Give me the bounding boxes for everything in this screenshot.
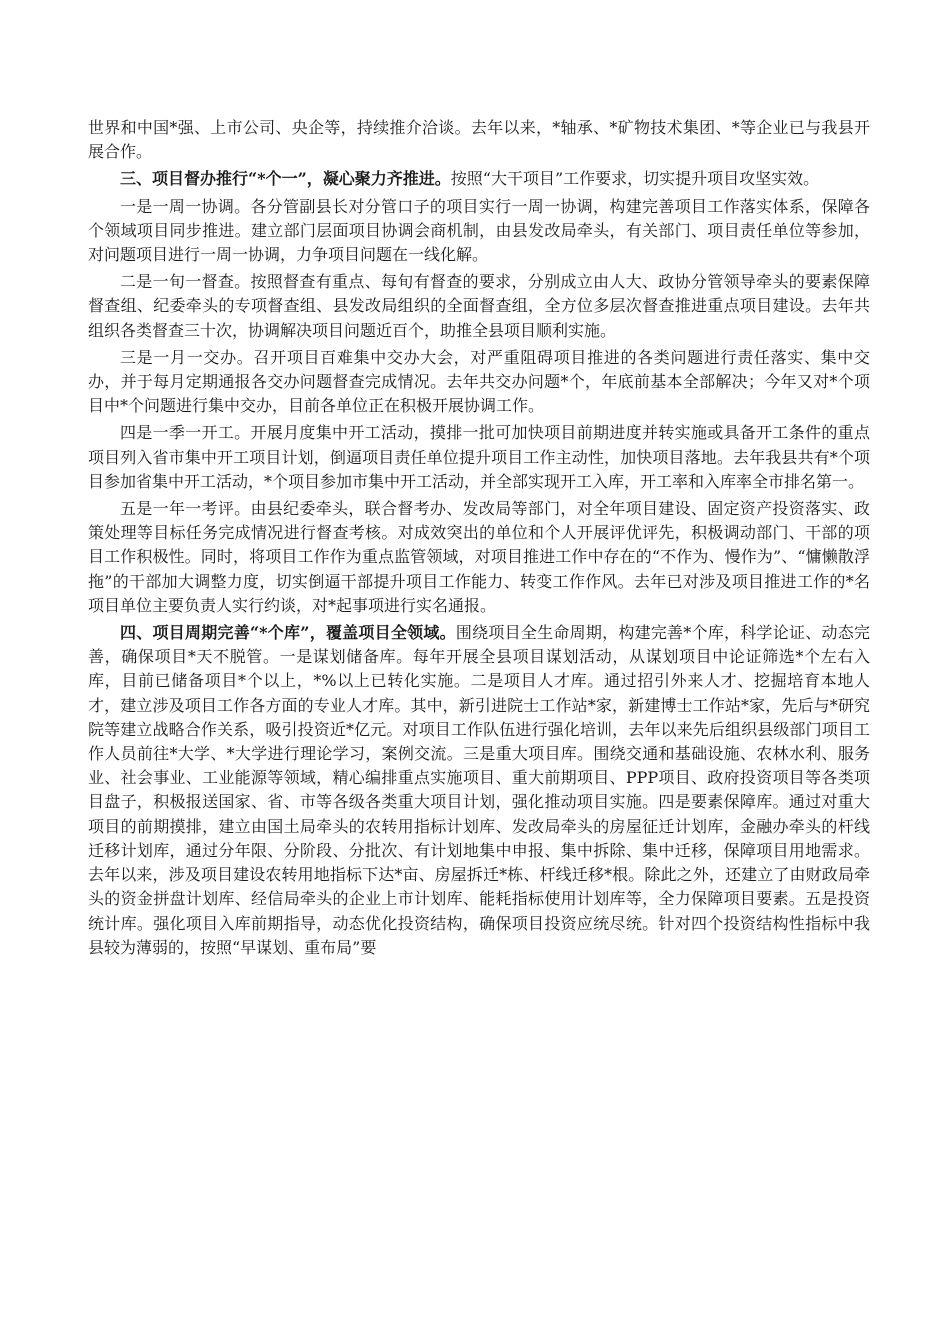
paragraph-text: 二是一旬一督查。按照督查有重点、每旬有督查的要求，分别成立由人大、政协分管领导牵头的要素保障督查组、纪委牵头的专项督查组、县发改局组织的全面督查组，全方位多层次督查推进重点项目建设。去年共组织各类督查三十次，协调解决项目问题近百个，助推全县项目顺利实施。 [88, 272, 870, 340]
paragraph-monthly-assignment [88, 346, 870, 419]
section-four-paragraph [88, 621, 870, 960]
section-three-heading: 三、项目督办推行“*个一”，凝心聚力齐推进。 [120, 169, 451, 189]
paragraph-text: 世界和中国*强、上市公司、央企等，持续推介洽谈。去年以来，*轴承、*矿物技术集团、*等企业已与我县开展合作。 [88, 118, 870, 162]
paragraph-text: 五是一年一考评。由县纪委牵头，联合督考办、发改局等部门，对全年项目建设、固定资产投资落实、政策处理等目标任务完成情况进行督查考核。对成效突出的单位和个人开展评优评先，积极调动部门、干部的项目工作积极性。同时，将项目工作作为重点监管领域，对项目推进工作中存在的“不作为、慢作为”、“慵懒散浮拖”的干部加大调整力度，切实倒逼干部提升项目工作能力、转变工作作风。去年已对涉及项目推进工作的*名项目单位主要负责人实行约谈，对*起事项进行实名通报。 [88, 499, 870, 615]
section-three-paragraph [88, 167, 870, 191]
paragraph-text: 按照“大干项目”工作要求，切实提升项目攻坚实效。 [450, 169, 820, 189]
paragraph-quarterly-start [88, 421, 870, 494]
paragraph-text: 三是一月一交办。召开项目百难集中交办大会，对严重阻碍项目推进的各类问题进行责任落实、集中交办，并于每月定期通报各交办问题督查完成情况。去年共交办问题*个，年底前基本全部解决；今年又对*个项目中*个问题进行集中交办，目前各单位正在积极开展协调工作。 [88, 347, 870, 416]
paragraph-continuation [88, 116, 870, 164]
document-body [88, 116, 870, 963]
paragraph-text: 四是一季一开工。开展月度集中开工活动，摸排一批可加快项目前期进度并转实施或具备开工条件的重点项目列入省市集中开工项目计划，倒逼项目责任单位提升项目工作主动性，加快项目落地。去年我县共有*个项目参加省集中开工活动，*个项目参加市集中开工活动，并全部实现开工入库，开工率和入库率全市排名第一。 [88, 423, 870, 491]
section-four-heading: 四、项目周期完善“*个库”，覆盖项目全领域。 [120, 623, 456, 643]
paragraph-ten-day-inspection [88, 270, 870, 343]
paragraph-weekly-coordination [88, 195, 870, 268]
paragraph-text: 围绕项目全生命周期，构建完善*个库，科学论证、动态完善，确保项目*天不脱管。一是谋划储备库。每年开展全县项目谋划活动，从谋划项目中论证筛选*个左右入库，目前已储备项目*个以上，*%以上已转化实施。二是项目人才库。通过招引外来人才、挖掘培育本地人才，建立涉及项目工作各方面的专业人才库。其中，新引进院士工作站*家，新建博士工作站*家，先后与*研究院等建立战略合作关系，吸引投资近*亿元。对项目工作队伍进行强化培训，去年以来先后组织县级部门项目工作人员前往*大学、*大学进行理论学习，案例交流。三是重大项目库。围绕交通和基础设施、农林水利、服务业、社会事业、工业能源等领域，精心编排重点实施项目、重大前期项目、PPP项目、政府投资项目等各类项目盘子，积极报送国家、省、市等各级各类重大项目计划，强化推动项目实施。四是要素保障库。通过对重大项目的前期摸排，建立由国土局牵头的农转用指标计划库、发改局牵头的房屋征迁计划库，金融办牵头的杆线迁移计划库，通过分年限、分阶段、分批次、有计划地集中申报、集中拆除、集中迁移，保障项目用地需求。去年以来，涉及项目建设农转用地指标下达*亩、房屋拆迁*栋、杆线迁移*根。除此之外，还建立了由财政局牵头的资金拼盘计划库、经信局牵头的企业上市计划库、能耗指标使用计划库等，全力保障项目要素。五是投资统计库。强化项目入库前期指导，动态优化投资结构，确保项目投资应统尽统。针对四个投资结构性指标中我县较为薄弱的，按照“早谋划、重布局”要 [88, 623, 870, 957]
paragraph-text: 一是一周一协调。各分管副县长对分管口子的项目实行一周一协调，构建完善项目工作落实体系，保障各个领域项目同步推进。建立部门层面项目协调会商机制，由县发改局牵头，有关部门、项目责任单位等参加，对问题项目进行一周一协调，力争项目问题在一线化解。 [88, 196, 870, 265]
paragraph-annual-evaluation [88, 497, 870, 618]
